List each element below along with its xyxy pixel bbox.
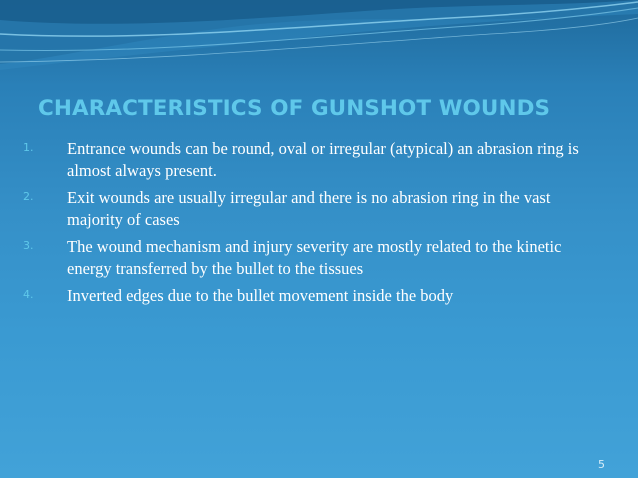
list-item (0, 138, 600, 182)
list-number: 4. (23, 288, 34, 301)
list-item-text: The wound mechanism and injury severity are mostly related to the kinetic energy transferred by the bullet to the tissues (67, 237, 562, 278)
list-number: 2. (23, 190, 34, 203)
slide-title: CHARACTERISTICS OF GUNSHOT WOUNDS (38, 96, 551, 121)
list-item-text: Inverted edges due to the bullet movement inside the body (67, 286, 454, 305)
decorative-wave-header (0, 0, 638, 80)
list-item-text: Entrance wounds can be round, oval or irregular (atypical) an abrasion ring is almost always present. (67, 139, 579, 180)
list-item-text: Exit wounds are usually irregular and there is no abrasion ring in the vast majority of cases (67, 188, 551, 229)
list-number: 1. (23, 141, 34, 154)
page-number: 5 (598, 458, 605, 471)
list-item (0, 187, 600, 231)
bullet-list (0, 138, 600, 312)
list-item (0, 285, 600, 307)
list-number: 3. (23, 239, 34, 252)
list-item (0, 236, 600, 280)
